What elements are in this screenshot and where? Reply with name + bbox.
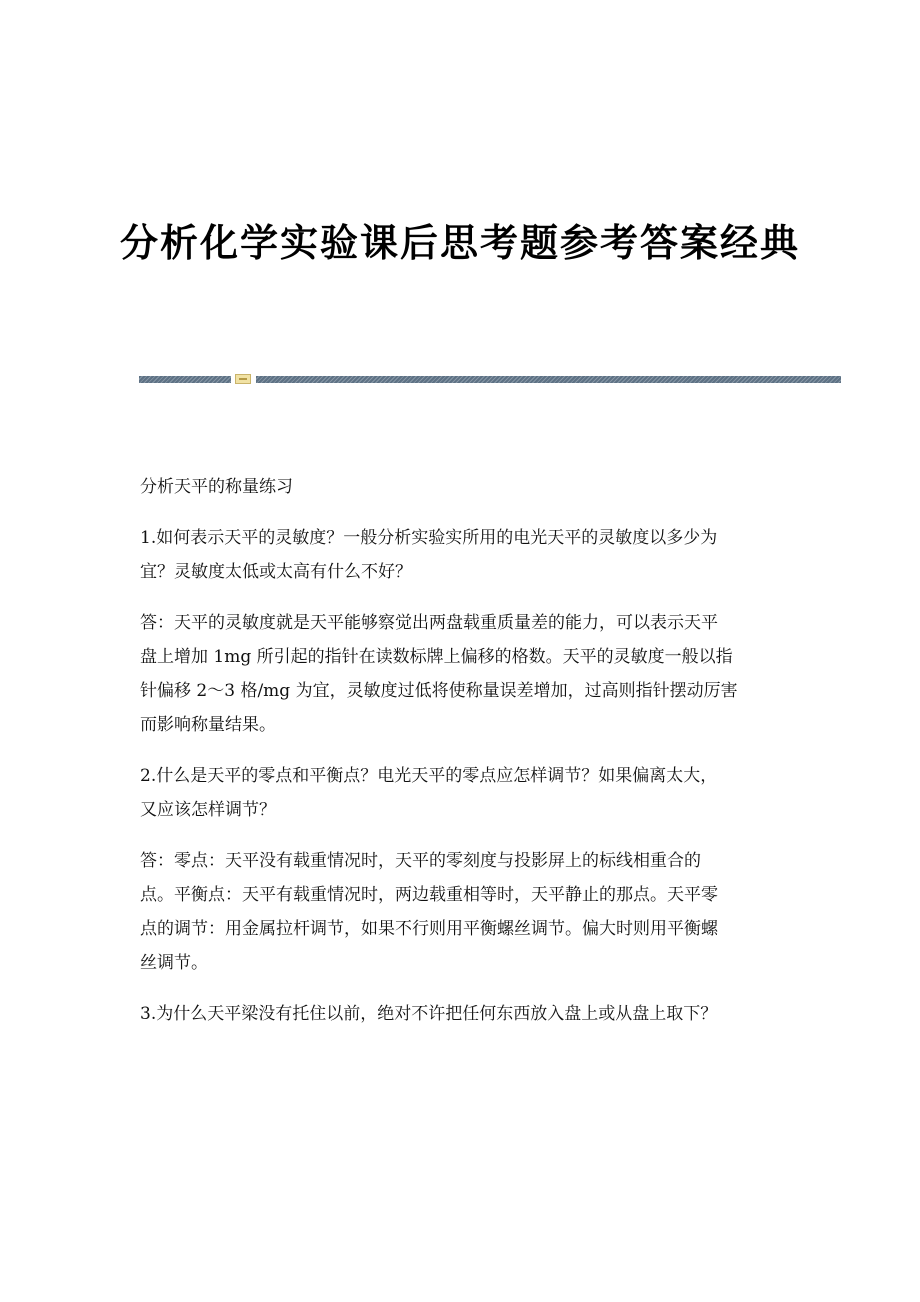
- divider-ornament-icon: [235, 374, 251, 384]
- divider-bar-left: [139, 376, 231, 383]
- question-2: [140, 759, 780, 827]
- paragraph-line: 而影响称量结果。: [140, 715, 276, 735]
- title-divider: [139, 374, 841, 384]
- answer-1: [140, 606, 780, 742]
- paragraph-line: 1.如何表示天平的灵敏度？一般分析实验实所用的电光天平的灵敏度以多少为: [140, 528, 718, 548]
- paragraph-line: 点。平衡点：天平有载重情况时，两边载重相等时，天平静止的那点。天平零: [140, 885, 718, 905]
- section-heading-text: 分析天平的称量练习: [140, 477, 293, 497]
- document-body: [140, 470, 780, 1048]
- document-title: 分析化学实验课后思考题参考答案经典: [119, 221, 800, 265]
- section-heading: [140, 470, 780, 504]
- paragraph-line: 针偏移 2～3 格/mg 为宜，灵敏度过低将使称量误差增加，过高则指针摆动厉害: [140, 681, 738, 701]
- divider-bar-right: [256, 376, 841, 383]
- paragraph-line: 2.什么是天平的零点和平衡点？电光天平的零点应怎样调节？如果偏离太大，: [140, 766, 718, 786]
- paragraph-line: 答：天平的灵敏度就是天平能够察觉出两盘载重质量差的能力，可以表示天平: [140, 613, 718, 633]
- question-3: [140, 997, 780, 1031]
- paragraph-line: 盘上增加 1mg 所引起的指针在读数标牌上偏移的格数。天平的灵敏度一般以指: [140, 647, 733, 667]
- paragraph-line: 宜？灵敏度太低或太高有什么不好？: [140, 562, 412, 582]
- answer-2: [140, 844, 780, 980]
- paragraph-line: 答：零点：天平没有载重情况时，天平的零刻度与投影屏上的标线相重合的: [140, 851, 701, 871]
- paragraph-line: 3.为什么天平梁没有托住以前，绝对不许把任何东西放入盘上或从盘上取下？: [140, 1004, 718, 1024]
- question-1: [140, 521, 780, 589]
- paragraph-line: 点的调节：用金属拉杆调节，如果不行则用平衡螺丝调节。偏大时则用平衡螺: [140, 919, 718, 939]
- paragraph-line: 丝调节。: [140, 953, 208, 973]
- paragraph-line: 又应该怎样调节？: [140, 800, 276, 820]
